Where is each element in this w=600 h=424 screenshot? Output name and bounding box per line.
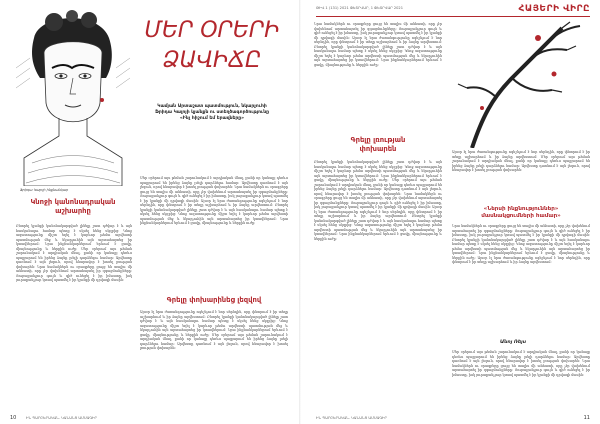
right-footer: ԻՆ ՊԱՐԲԵՐԱԿԱՆ. ԿԱՆԱՆՑ ԱՄՍԱԳԻՐ — [316, 416, 388, 420]
lead-line-3: «Ինչ հիշում եմ երազները» — [179, 115, 245, 121]
right-col1-p1b: Ընտրել կյանքի կանոնակարգված լինելը շատ դժվար է և այն հասկանալու համար պետք է սկսել հենց սկզբից: Կնոջ ազատությունը միշտ եղել է կարևոր թեմա արվեստի պատմության մեջ և նկարչուհին այն արտահայտեց իր կտավներում: Նրա ինքնանկարներում երևում է ցավը, միայնությունը և ներքին ուժը: — [314, 214, 442, 241]
bottom-heading: Գրելը փոխարինեց լեզվով — [166, 296, 262, 304]
portrait-illustration — [14, 8, 132, 186]
paragraph-4-mid: Այսօր էլ նրա ժառանգությունը ոգեշնչում է նոր սերնդին, որը փնտրում է իր տեղը աշխարհում և իր ձայնը արվեստում: — [140, 198, 288, 207]
paragraph-3-mid: Նրա նամակներն ու օրագրերը ցույց են տալիս մի անհատի, որը չէր վախենում արտահայտել իր զգացմունքները: Յուրաքանչյուր գույն և գիծ ունեցել է իր իմաստը, իսկ յուրաքանչյուր կտավ պատմել է իր կյանքի մի դրվագի մասին: — [140, 185, 288, 203]
paragraph-1: Ընտրել կյանքի կանոնակարգված լինելը շատ դժվար է և այն հասկանալու համար պետք է սկսել հենց սկզբից: Կնոջ ազատությունը միշտ եղել է կարևոր թեմա արվեստի պատմության մեջ և նկարչուհին այն արտահայտեց իր կտավներում: Նրա ինքնանկարներում երևում է ցավը, միայնությունը և ներքին ուժը: — [16, 224, 132, 251]
right-paragraph-4: Այսօր էլ նրա ժառանգությունը ոգեշնչում է նոր սերնդին, որը փնտրում է իր տեղը աշխարհում և իր ձայնը արվեստում: — [314, 35, 442, 44]
paragraph-2-bottom: Մեր օրերում այս թեման շարունակում է արդիական մնալ, քանի որ կանայք դեռևս պայքարում են իրենց ձայնը լսելի դարձնելու համար: Արվեստը դառնում է այն լեզուն, որով հնարավոր է խոսել լռության փոխարեն: — [140, 332, 288, 350]
running-head: ԹԻՎ 1 (131) 2021 ՓԵՏՐՎԱՐ, 1 ՓԵՏՐՎԱՐ 2021 — [316, 6, 403, 10]
right-col2-bottom-text — [452, 350, 590, 410]
right-col1-text — [314, 160, 442, 410]
middle-column-text-top — [140, 176, 288, 288]
paragraph-1-mid: Ընտրել կյանքի կանոնակարգված լինելը շատ դժվար է և այն հասկանալու համար պետք է սկսել հենց սկզբից: Կնոջ ազատությունը միշտ եղել է կարևոր թեմա արվեստի պատմության մեջ և նկարչուհին այն արտահայտեց իր կտավներում: Նրա ինքնանկարներում երևում է ցավը, միայնությունը և ներքին ուժը: — [140, 203, 288, 225]
right-col2-p4b: Այսօր էլ նրա ժառանգությունը ոգեշնչում է նոր սերնդին, որը փնտրում է իր տեղը աշխարհում և իր ձայնը արվեստում: — [452, 255, 590, 264]
right-col1-p3: Նրա նամակներն ու օրագրերը ցույց են տալիս մի անհատի, որը չէր վախենում արտահայտել իր զգացմունքները: Յուրաքանչյուր գույն և գիծ ունեցել է իր իմաստը, իսկ յուրաքանչյուր կտավ պատմել է իր կյանքի մի դրվագի մասին: — [314, 191, 442, 209]
right-col1-p4: Այսօր էլ նրա ժառանգությունը ոգեշնչում է նոր սերնդին, որը փնտրում է իր տեղը աշխարհում և իր ձայնը արվեստում: — [314, 205, 442, 218]
right-col2-p2b: Մեր օրերում այս թեման շարունակում է արդիական մնալ, քանի որ կանայք դեռևս պայքարում են իրենց ձայնը լսելի դարձնելու համար: Արվեստը դառնում է այն լեզուն, որով հնարավոր է խոսել լռության փոխարեն: — [452, 350, 590, 363]
title-line-1: ՄԵՐ ՕՐԵՐԻ — [144, 18, 280, 43]
paragraph-4-bottom: Այսօր էլ նրա ժառանգությունը ոգեշնչում է նոր սերնդին, որը փնտրում է իր տեղը աշխարհում և իր ձայնը արվեստում: — [140, 310, 288, 319]
photo-caption: Ֆրիդա Կալոյի ինքնանկար — [20, 188, 69, 192]
right-col1-top-text — [314, 22, 442, 130]
lead-line-1: Կամյան Արտաշատ պատմություն, նկարչուհի — [157, 104, 267, 109]
right-page-number: 11 — [583, 415, 590, 421]
right-col2-p2: Մեր օրերում այս թեման շարունակում է արդիական մնալ, քանի որ կանայք դեռևս պայքարում են իրենց ձայնը լսելի դարձնելու համար: Արվեստը դառնում է այն լեզուն, որով հնարավոր է խոսել լռության փոխարեն: — [452, 154, 590, 172]
mid-heading-line-2: փոխարեն — [359, 144, 397, 153]
spine — [299, 0, 301, 424]
right-heading — [452, 206, 590, 221]
right-heading-line-1: «Ներսի ինքնություններ» — [483, 206, 559, 212]
right-col2-p1: Ընտրել կյանքի կանոնակարգված լինելը շատ դժվար է և այն հասկանալու համար պետք է սկսել հենց սկզբից: Կնոջ ազատությունը միշտ եղել է կարևոր թեմա արվեստի պատմության մեջ և նկարչուհին այն արտահայտեց իր կտավներում: Նրա ինքնանկարներում երևում է ցավը, միայնությունը և ներքին ուժը: — [452, 237, 590, 260]
article-title — [132, 20, 292, 72]
lead-line-2: Ֆրիդա Կալոյի կյանքն ու ստեղծագործությունը — [154, 109, 269, 115]
paragraph-3: Նրա նամակներն ու օրագրերը ցույց են տալիս մի անհատի, որը չէր վախենում արտահայտել իր զգացմունքները: Յուրաքանչյուր գույն և գիծ ունեցել է իր իմաստը, իսկ յուրաքանչյուր կտավ պատմել է իր կյանքի մի դրվագի մասին: — [16, 264, 132, 282]
left-footer: ԻՆ ՊԱՐԲԵՐԱԿԱՆ. ԿԱՆԱՆՑ ԱՄՍԱԳԻՐ — [26, 416, 98, 420]
right-col2-text — [452, 224, 590, 336]
author-name: Անոյ Ռեյս — [500, 340, 526, 345]
header-rule — [316, 16, 590, 17]
left-heading-line-2: աշխարհը — [55, 206, 91, 215]
article-lead — [136, 104, 288, 122]
paragraph-2-mid: Մեր օրերում այս թեման շարունակում է արդիական մնալ, քանի որ կանայք դեռևս պայքարում են իրենց ձայնը լսելի դարձնելու համար: Արվեստը դառնում է այն լեզուն, որով հնարավոր է խոսել լռության փոխարեն: — [140, 176, 288, 189]
right-col2-top-text — [452, 150, 590, 202]
right-col2-p3b: Նրա նամակներն ու օրագրերը ցույց են տալիս մի անհատի, որը չէր վախենում արտահայտել իր զգացմունքները: Յուրաքանչյուր գույն և գիծ ունեցել է իր իմաստը, իսկ յուրաքանչյուր կտավ պատմել է իր կյանքի մի դրվագի մասին: — [452, 359, 590, 377]
right-col2-p3: Նրա նամակներն ու օրագրերը ցույց են տալիս մի անհատի, որը չէր վախենում արտահայտել իր զգացմունքները: Յուրաքանչյուր գույն և գիծ ունեցել է իր իմաստը, իսկ յուրաքանչյուր կտավ պատմել է իր կյանքի մի դրվագի մասին: — [452, 224, 590, 237]
right-col1-p2: Մեր օրերում այս թեման շարունակում է արդիական մնալ, քանի որ կանայք դեռևս պայքարում են իրենց ձայնը լսելի դարձնելու համար: Արվեստը դառնում է այն լեզուն, որով հնարավոր է խոսել լռության փոխարեն: — [314, 178, 442, 196]
right-paragraph-3: Նրա նամակներն ու օրագրերը ցույց են տալիս մի անհատի, որը չէր վախենում արտահայտել իր զգացմունքները: Յուրաքանչյուր գույն և գիծ ունեցել է իր իմաստը, իսկ յուրաքանչյուր կտավ պատմել է իր կյանքի մի դրվագի մասին: — [314, 22, 442, 40]
paragraph-1-bottom: Ընտրել կյանքի կանոնակարգված լինելը շատ դժվար է և այն հասկանալու համար պետք է սկսել հենց սկզբից: Կնոջ ազատությունը միշտ եղել է կարևոր թեմա արվեստի պատմության մեջ և նկարչուհին այն արտահայտեց իր կտավներում: Նրա ինքնանկարներում երևում է ցավը, միայնությունը և ներքին ուժը: — [140, 314, 288, 337]
right-col2-p4: Այսօր էլ նրա ժառանգությունը ոգեշնչում է նոր սերնդին, որը փնտրում է իր տեղը աշխարհում և իր ձայնը արվեստում: — [452, 150, 590, 159]
right-col1-p1: Ընտրել կյանքի կանոնակարգված լինելը շատ դժվար է և այն հասկանալու համար պետք է սկսել հենց սկզբից: Կնոջ ազատությունը միշտ եղել է կարևոր թեմա արվեստի պատմության մեջ և նկարչուհին այն արտահայտեց իր կտավներում: Նրա ինքնանկարներում երևում է ցավը, միայնությունը և ներքին ուժը: — [314, 160, 442, 182]
left-page-number: 10 — [10, 415, 17, 421]
title-line-2: ՁԱՎԻՃԸ — [162, 48, 262, 73]
left-column-text — [16, 224, 132, 410]
paragraph-2: Մեր օրերում այս թեման շարունակում է արդիական մնալ, քանի որ կանայք դեռևս պայքարում են իրենց ձայնը լսելի դարձնելու համար: Արվեստը դառնում է այն լեզուն, որով հնարավոր է խոսել լռության փոխարեն: — [16, 246, 132, 269]
left-heading-line-1: Կնոջի կանոնադրական — [30, 198, 116, 206]
tree-illustration — [452, 18, 590, 148]
left-heading — [14, 198, 132, 216]
mid-heading — [314, 136, 442, 154]
right-heading-line-2: մասնակցումների համար» — [481, 213, 561, 220]
right-paragraph-1: Ընտրել կյանքի կանոնակարգված լինելը շատ դժվար է և այն հասկանալու համար պետք է սկսել հենց սկզբից: Կնոջ ազատությունը միշտ եղել է կարևոր թեմա արվեստի պատմության մեջ և նկարչուհին այն արտահայտեց իր կտավներում: Նրա ինքնանկարներում երևում է ցավը, միայնությունը և ներքին ուժը: — [314, 44, 442, 67]
middle-column-text-bottom — [140, 310, 288, 410]
section-label: ՀԱՅԵՐԻ ՎԻՐԸ — [518, 4, 590, 14]
mid-heading-line-1: Գրելը լռության — [350, 136, 406, 144]
